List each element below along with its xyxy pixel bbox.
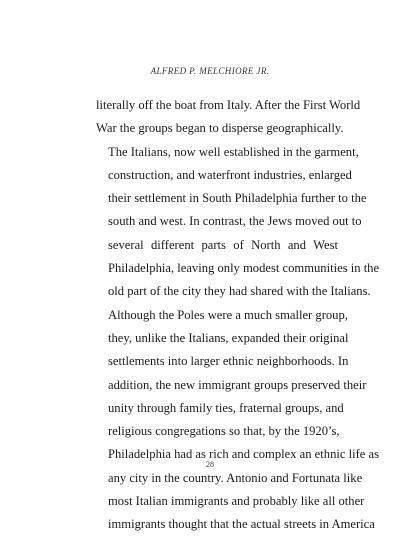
text-line: construction, and waterfront industries, enlarged: [108, 167, 352, 182]
text-line: addition, the new immigrant groups preserved their: [108, 377, 367, 392]
text-line: their settlement in South Philadelphia further to the: [108, 191, 367, 206]
text-line: settlements into larger ethnic neighborhoods. In: [108, 354, 349, 369]
text-line: they, unlike the Italians, expanded their original: [108, 330, 349, 345]
paragraph: [96, 141, 380, 304]
body-text: [96, 94, 380, 537]
paragraph: [96, 304, 380, 537]
paragraph: [96, 94, 361, 141]
text-line: War the groups began to disperse geographically.: [96, 121, 344, 136]
text-line: most Italian immigrants and probably like all other: [108, 494, 365, 509]
text-line: several different parts of North and West: [108, 237, 338, 252]
text-line: south and west. In contrast, the Jews moved out to: [108, 214, 362, 229]
text-line: religious congregations so that, by the 1920’s,: [108, 424, 340, 439]
page-number: 28: [206, 460, 214, 469]
text-line: immigrants thought that the actual streets in America: [108, 517, 375, 532]
text-line: The Italians, now well established in the garment,: [108, 144, 359, 159]
text-line: Although the Poles were a much smaller group,: [108, 307, 348, 322]
text-line: literally off the boat from Italy. After the First World: [96, 98, 361, 112]
text-line: old part of the city they had shared with the Italians.: [108, 284, 371, 299]
text-line: any city in the country. Antonio and Fortunata like: [108, 470, 363, 485]
text-line: Philadelphia had as rich and complex an ethnic life as: [108, 447, 380, 462]
text-line: Philadelphia, leaving only modest communities in the: [108, 261, 380, 276]
text-line: unity through family ties, fraternal groups, and: [108, 400, 344, 415]
running-head: ALFRED P. MELCHIORE JR.: [150, 66, 270, 76]
